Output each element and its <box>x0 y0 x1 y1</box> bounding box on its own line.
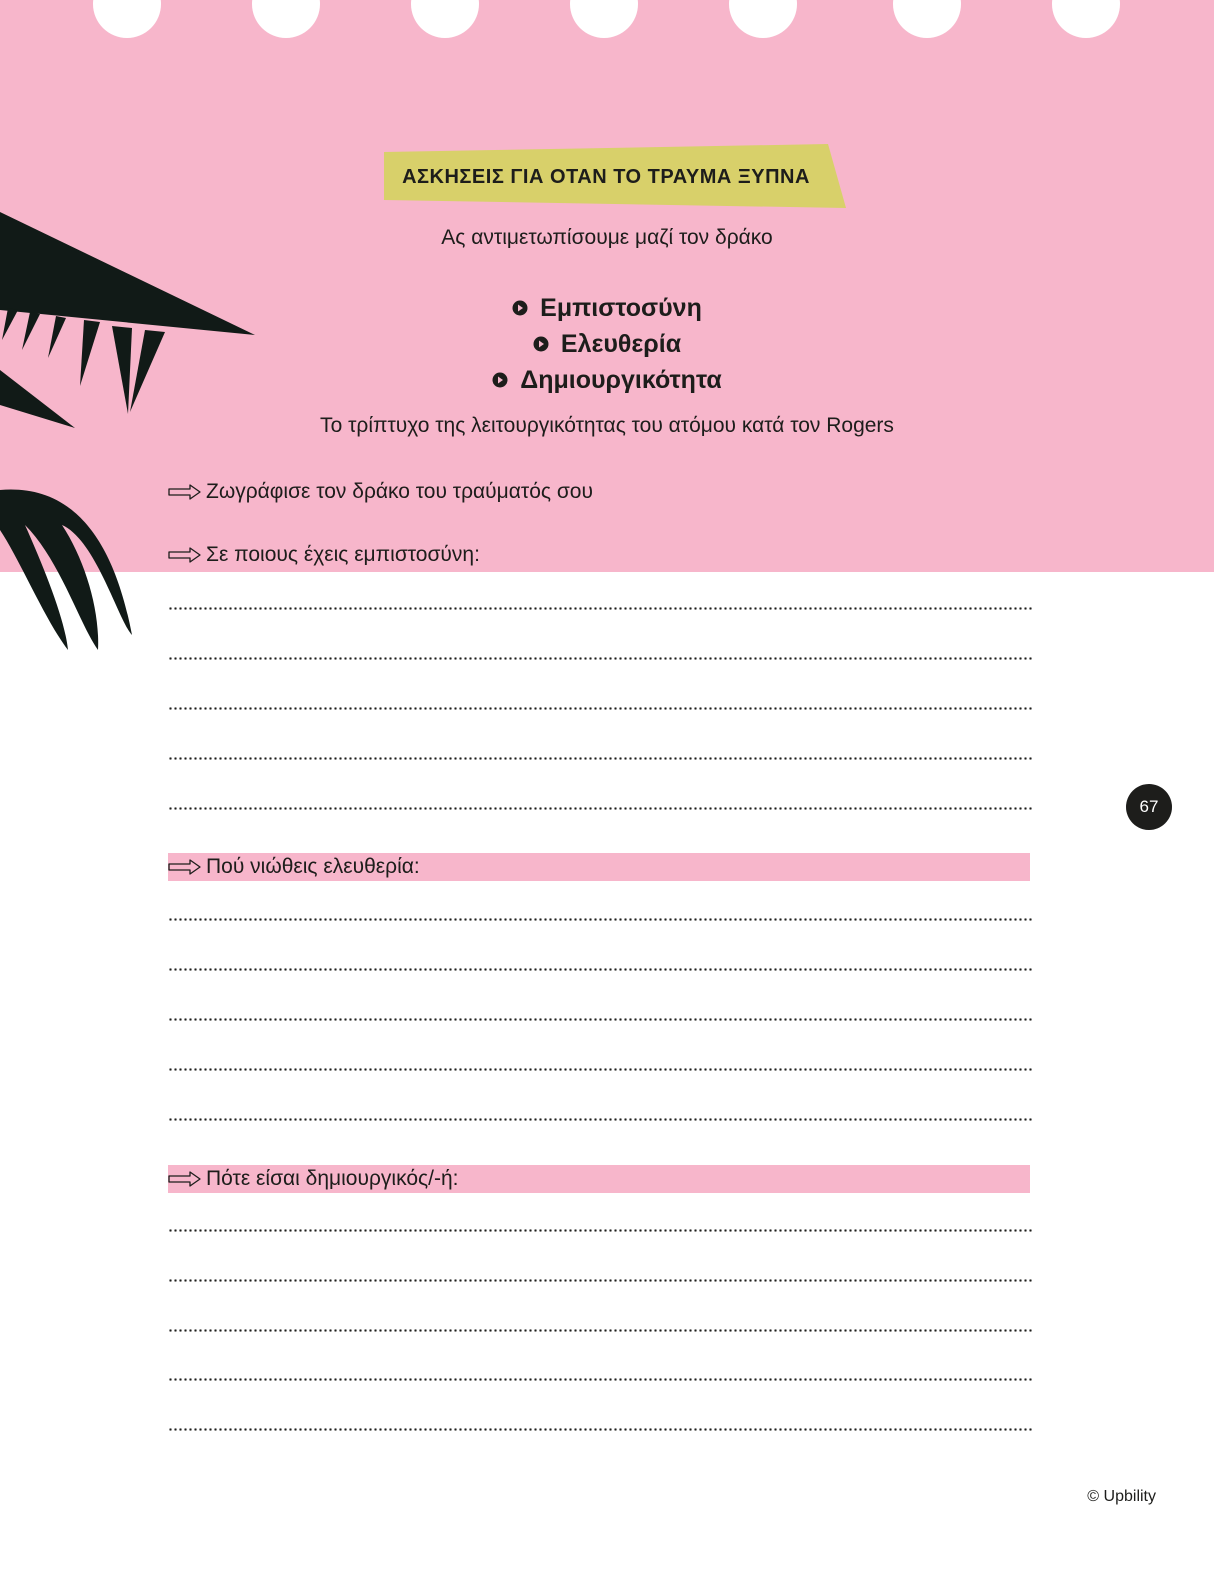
answer-line[interactable] <box>168 1428 1032 1431</box>
answer-line[interactable] <box>168 1018 1032 1021</box>
outline-arrow-icon <box>168 1171 202 1187</box>
binder-hole <box>570 0 638 38</box>
page-subtitle: Ας αντιμετωπίσουμε μαζί τον δράκο <box>441 226 773 249</box>
binder-hole <box>411 0 479 38</box>
binder-hole <box>1052 0 1120 38</box>
prompt-label: Πού νιώθεις ελευθερία: <box>206 855 420 878</box>
value-label: Ελευθερία <box>560 329 682 358</box>
outline-arrow-icon <box>168 547 202 563</box>
list-item <box>0 362 1214 398</box>
banner-title: ΑΣΚΗΣΕΙΣ ΓΙΑ ΟΤΑΝ ΤΟ ΤΡΑΥΜΑ ΞΥΠΝΑ <box>402 165 810 188</box>
binder-hole <box>93 0 161 38</box>
value-label: Δημιουργικότητα <box>520 365 722 394</box>
answer-line[interactable] <box>168 1229 1032 1232</box>
play-circle-icon <box>492 372 508 388</box>
page-number: 67 <box>1126 784 1172 830</box>
notebook-holes <box>0 0 1214 40</box>
copyright-notice: © Upbility <box>1087 1488 1156 1505</box>
value-label: Εμπιστοσύνη <box>540 293 702 322</box>
prompt-freedom <box>168 853 1030 881</box>
section-banner <box>384 144 846 210</box>
answer-line[interactable] <box>168 757 1032 760</box>
outline-arrow-icon <box>168 859 202 875</box>
binder-hole <box>729 0 797 38</box>
binder-hole <box>893 0 961 38</box>
answer-line[interactable] <box>168 1279 1032 1282</box>
play-circle-icon <box>533 336 549 352</box>
values-list <box>0 290 1214 398</box>
prompt-label: Πότε είσαι δημιουργικός/-ή: <box>206 1167 459 1190</box>
answer-line[interactable] <box>168 807 1032 810</box>
answer-line[interactable] <box>168 968 1032 971</box>
answer-line[interactable] <box>168 607 1032 610</box>
play-circle-icon <box>512 300 528 316</box>
rogers-caption: Το τρίπτυχο της λειτουργικότητας του ατόμου κατά τον Rogers <box>320 414 894 437</box>
outline-arrow-icon <box>168 484 202 500</box>
answer-line[interactable] <box>168 918 1032 921</box>
prompt-creative <box>168 1165 1030 1193</box>
answer-line[interactable] <box>168 1068 1032 1071</box>
prompt-trust <box>168 541 480 569</box>
answer-line[interactable] <box>168 1118 1032 1121</box>
prompt-draw-dragon <box>168 478 593 506</box>
answer-line[interactable] <box>168 1329 1032 1332</box>
list-item <box>0 290 1214 326</box>
binder-hole <box>252 0 320 38</box>
prompt-label: Ζωγράφισε τον δράκο του τραύματός σου <box>206 480 593 503</box>
list-item <box>0 326 1214 362</box>
answer-line[interactable] <box>168 1378 1032 1381</box>
answer-line[interactable] <box>168 707 1032 710</box>
answer-line[interactable] <box>168 657 1032 660</box>
prompt-label: Σε ποιους έχεις εμπιστοσύνη: <box>206 543 480 566</box>
